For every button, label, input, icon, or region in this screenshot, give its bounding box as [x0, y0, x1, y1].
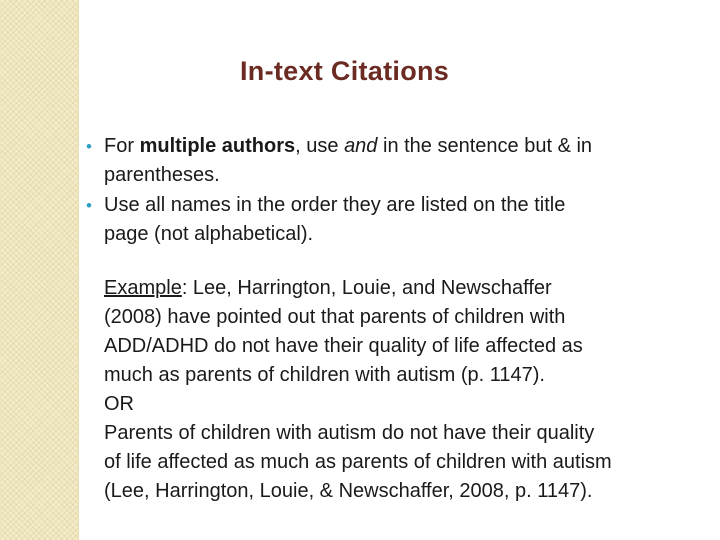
- bullet-item-order-of-names: [86, 191, 706, 249]
- example-line: much as parents of children with autism (p. 1147).: [104, 364, 545, 386]
- bullet-list: [86, 132, 706, 249]
- example-text: : Lee, Harrington, Louie, and Newschaffer: [181, 277, 552, 299]
- bullet-dot-icon: •: [86, 196, 92, 215]
- example-or-separator: OR: [104, 393, 134, 415]
- bullet-text: For: [104, 135, 140, 157]
- example-block: [104, 274, 716, 506]
- example-label: Example: [104, 277, 182, 299]
- bullet-line: [104, 132, 706, 161]
- bullet-item-multiple-authors: [86, 132, 706, 190]
- example-line: [104, 274, 716, 303]
- bullet-line: parentheses.: [104, 164, 220, 186]
- bullet-line: page (not alphabetical).: [104, 223, 314, 245]
- bullet-dot-icon: •: [86, 137, 92, 156]
- example-line: ADD/ADHD do not have their quality of life affected as: [104, 335, 583, 357]
- bullet-italic-text: and: [344, 135, 378, 157]
- example-line: (2008) have pointed out that parents of children with: [104, 306, 566, 328]
- decorative-side-texture: [0, 0, 79, 540]
- bullet-bold-text: multiple authors: [139, 135, 296, 157]
- bullet-line: Use all names in the order they are listed on the title: [104, 194, 566, 216]
- example-line: (Lee, Harrington, Louie, & Newschaffer, 2008, p. 1147).: [104, 480, 593, 502]
- example-line: Parents of children with autism do not have their quality: [104, 422, 595, 444]
- bullet-text: in the sentence but & in: [377, 135, 593, 157]
- slide-title: In-text Citations: [240, 56, 450, 86]
- bullet-text: , use: [295, 135, 345, 157]
- example-line: of life affected as much as parents of children with autism: [104, 451, 612, 473]
